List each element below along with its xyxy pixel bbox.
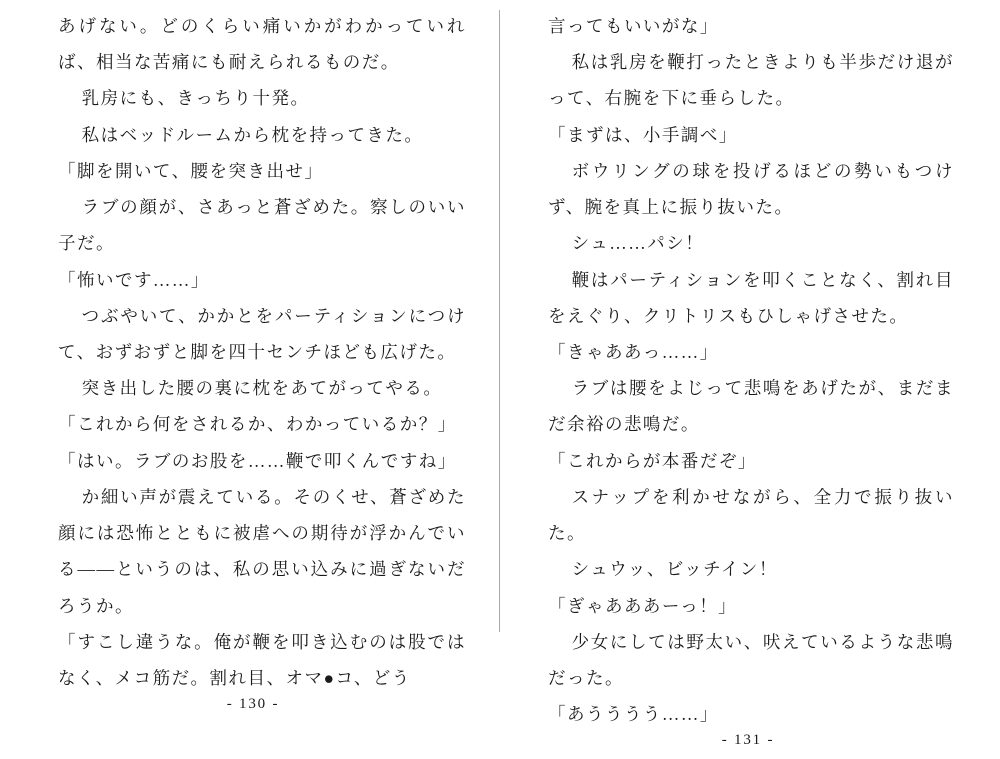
paragraph: 「これからが本番だぞ」: [548, 450, 757, 471]
paragraph: 突き出した腰の裏に枕をあてがってやる。: [81, 378, 443, 399]
page-right: [500, 0, 1000, 749]
paragraph: 「きゃああっ……」: [548, 341, 719, 362]
paragraph: ラブは腰をよじって悲鳴をあげたが、まだまだ余裕の悲鳴だ。: [548, 378, 954, 435]
paragraph: ラブの顔が、さあっと蒼ざめた。察しのいい子だ。: [58, 197, 466, 254]
paragraph: シュ……パシ！: [571, 233, 705, 254]
paragraph: 「脚を開いて、腰を突き出せ」: [58, 160, 324, 181]
paragraph: 「はい。ラブのお股を……鞭で叩くんですね」: [58, 450, 457, 471]
page-left: [0, 0, 500, 713]
paragraph: 言ってもいいがな」: [548, 16, 719, 36]
paragraph: 私は乳房を鞭打ったときよりも半歩だけ退がって、右腕を下に垂らした。: [548, 52, 954, 109]
paragraph: シュウッ、ビッチイン！: [571, 559, 778, 580]
paragraph: 「あうううう……」: [548, 704, 719, 725]
paragraph: 少女にしては野太い、吠えているような悲鳴だった。: [548, 631, 954, 688]
paragraph: か細い声が震えている。そのくせ、蒼ざめた顔には恐怖とともに被虐への期待が浮かんでいる――というのは、私の思い込みに過ぎないだろうか。: [58, 486, 466, 616]
page-left-body: [58, 8, 466, 696]
paragraph: 「怖いです……」: [58, 269, 210, 290]
paragraph: 私はベッドルームから枕を持ってきた。: [81, 124, 424, 145]
paragraph: 「これから何をされるか、わかっているか？」: [58, 414, 457, 435]
paragraph: 鞭はパーティションを叩くことなく、割れ目をえぐり、クリトリスもひしゃげさせた。: [548, 269, 954, 326]
page-right-body: [548, 8, 954, 732]
paragraph: 乳房にも、きっちり十発。: [81, 88, 310, 109]
paragraph: 「すこし違うな。俺が鞭を叩き込むのは股ではなく、メコ筋だ。割れ目、オマ●コ、どう: [58, 631, 466, 688]
paragraph: 「ぎゃあああーっ！」: [548, 595, 738, 616]
page-number-left: - 130 -: [226, 696, 280, 713]
paragraph: 「まずは、小手調べ」: [548, 124, 738, 145]
paragraph: あげない。どのくらい痛いかがわかっていれば、相当な苦痛にも耐えられるものだ。: [58, 16, 466, 73]
paragraph: ボウリングの球を投げるほどの勢いもつけず、腕を真上に振り抜いた。: [548, 160, 954, 218]
paragraph: つぶやいて、かかとをパーティションにつけて、おずおずと脚を四十センチほども広げた。: [58, 305, 466, 362]
page-number-right: - 131 -: [721, 732, 775, 749]
paragraph: スナップを利かせながら、全力で振り抜いた。: [548, 486, 954, 544]
